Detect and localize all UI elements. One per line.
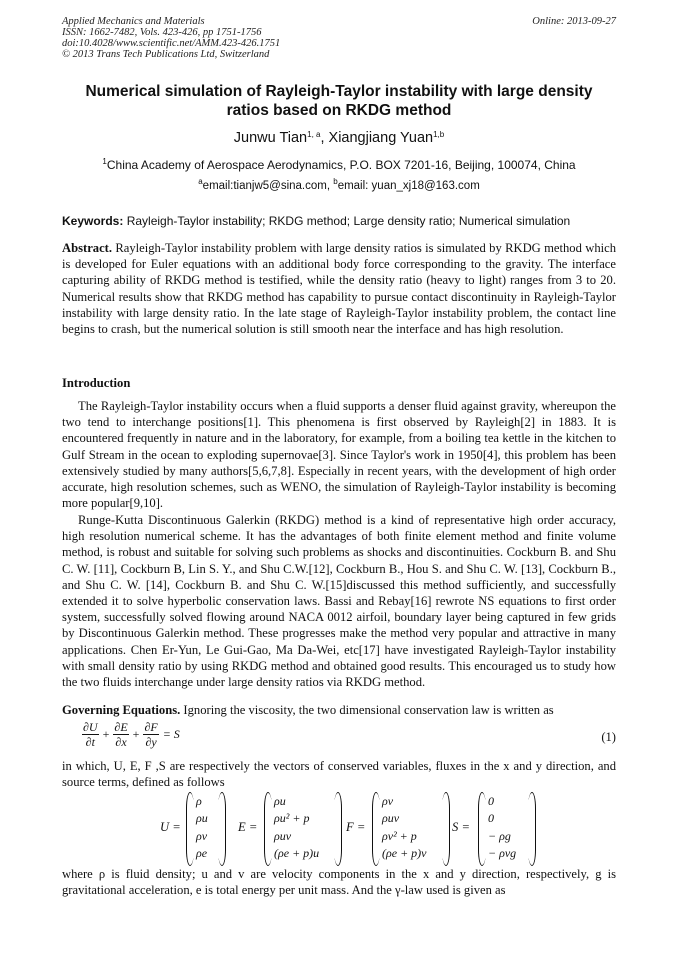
matrix-f [346, 792, 452, 864]
matrix-entry: ρv [196, 829, 208, 843]
keywords-label: Keywords: [62, 214, 124, 228]
matrix-entry: 0 [488, 794, 494, 808]
plus-sign: + [102, 727, 110, 741]
equation-rhs: = S [162, 727, 180, 741]
intro-paragraph: The Rayleigh-Taylor instability occurs when a fluid supports a denser fluid against gravity, whereupon the two tend to interchange positions[1]. This phenomena is first observed by Rayleigh[2] in 1883. It is encountered frequently in nature and in the laboratory, for example, from a boiling tea kettle in the kitchen to Gulf Stream in the ocean to exploding supernovae[3]. Since Taylor's work in 1950[4], this problem has been extensively studied by many authors[5,6,7,8]. Especially in recent years, with the development of high order accurate, high resolution schemes, such as WENO, the simulation of Rayleigh-Taylor instability is becoming more popular[9,10]. [62, 399, 616, 511]
journal-name: Applied Mechanics and Materials [62, 16, 205, 27]
matrix-entry: ρu [196, 811, 208, 825]
online-date: Online: 2013-09-27 [532, 16, 616, 27]
fraction [82, 720, 99, 749]
matrix-label: S = [452, 820, 470, 834]
governing-paragraph [62, 702, 616, 718]
author-name: Xiangjiang Yuan [328, 130, 434, 146]
matrix-label: U = [160, 820, 181, 834]
numerator: ∂E [114, 720, 128, 734]
bracket-left [186, 792, 194, 866]
equation-body [82, 720, 180, 749]
abstract-label: Abstract. [62, 241, 113, 255]
matrix-u [160, 792, 230, 864]
intro-paragraph: Runge-Kutta Discontinuous Galerkin (RKDG) method is a kind of representative high order accuracy, high resolution numerical scheme. It has the advantages of both finite element method and finite volume method, is robust and suitable for solving such problems as shocks and discontinuities. Cockburn B. and Shu C. W. [11], Cockburn B, Lin S. Y., and Shu C.W.[12], Cockburn B., Hou S. and Shu C. W. [13], Cockburn B., and Shu C. W. [14], Cockburn B. and Shu C. W.[15]discussed this method sufficiently, and successfully extended it to solve hyperbolic conservation laws. Bassi and Rebay[16] rewrote NS equations to first order system, successfully solved flowing around NACA 0012 airfoil, boundary layer being captured in few grids by Discontinuous Galerkin method. These progresses make the method very popular and attractive in many applications. Chen Er-Yun, Le Gui-Gao, Ma Da-Wei, etc[17] have investigated Rayleigh-Taylor instability with small density ratio by using RKDG method and obtained good results. This encouraged us to study how the two fluids interchange under large density ratios via RKDG method. [62, 513, 616, 690]
matrix-entry: (ρe + p)u [274, 846, 320, 860]
abstract-text: Rayleigh-Taylor instability problem with large density ratios is simulated by RKDG method which is developed for Euler equations with an additional body force corresponding to the gravity. The interface capturing ability of RKDG method is testified, while the density ratio (heavy to light) ranges from 3 to 20. Numerical results show that RKDG method has capability to pursue contact discontinuity in Rayleigh-Taylor instability with large density ratio. In the late stage of Rayleigh-Taylor instability problem, the contact line begins to crash, but the numerical solution is still smooth near the interface and has high resolution. [62, 241, 616, 337]
affiliation-text: China Academy of Aerospace Aerodynamics, P.O. BOX 7201-16, Beijing, 100074, China [106, 158, 576, 172]
email-line [0, 177, 678, 192]
author-line [0, 130, 678, 146]
email-superscript: a [198, 177, 203, 186]
bracket-left [264, 792, 272, 866]
governing-label: Governing Equations. [62, 703, 181, 717]
author-superscript: 1,b [433, 130, 445, 139]
bracket-left [372, 792, 380, 866]
matrix-entry: − ρvg [488, 846, 517, 860]
closing-paragraph: where ρ is fluid density; u and v are velocity components in the x and y direction, respectively, g is gravitational acceleration, e is total energy per unit mass. And the γ-law used is given as [62, 867, 616, 898]
numerator: ∂F [144, 720, 158, 734]
matrix-entry: ρ [196, 794, 202, 808]
bracket-left [478, 792, 486, 866]
equation-1 [62, 720, 618, 754]
fraction [113, 720, 128, 749]
bracket-right [334, 792, 342, 866]
matrix-entry: ρu [274, 794, 286, 808]
section-heading: Introduction [62, 376, 131, 390]
journal-header [62, 16, 280, 60]
matrix-entry: ρuv [382, 811, 400, 825]
denominator: ∂t [85, 735, 95, 749]
bracket-right [442, 792, 450, 866]
bracket-right [528, 792, 536, 866]
matrix-s [452, 792, 536, 864]
denominator: ∂y [145, 735, 157, 749]
email-text: email: yuan_xj18@163.com [337, 180, 480, 192]
governing-text: Ignoring the viscosity, the two dimensional conservation law is written as [180, 703, 554, 717]
fraction [143, 720, 158, 749]
matrix-entry: 0 [488, 811, 494, 825]
paper-title: Numerical simulation of Rayleigh-Taylor instability with large density ratios based on RKDG method [85, 83, 593, 119]
email-superscript: b [333, 177, 338, 186]
vectors-intro: in which, U, E, F ,S are respectively the vectors of conserved variables, fluxes in the x and y direction, and source terms, defined as follows [62, 759, 616, 790]
matrix-entry: ρuv [274, 829, 292, 843]
author-superscript: 1, a [307, 130, 321, 139]
matrix-e [238, 792, 344, 864]
matrix-entry: (ρe + p)v [382, 846, 427, 860]
equation-number: (1) [601, 730, 616, 744]
matrix-entry: ρe [196, 846, 208, 860]
affiliation [0, 158, 678, 172]
doi-line: doi:10.4028/www.scientific.net/AMM.423-426.1751 [62, 38, 281, 49]
issn-line: ISSN: 1662-7482, Vols. 423-426, pp 1751-1756 [62, 27, 262, 38]
author-separator: , [320, 130, 329, 146]
bracket-right [218, 792, 226, 866]
matrix-label: F = [346, 820, 366, 834]
matrix-entry: − ρg [488, 829, 511, 843]
matrix-label: E = [238, 820, 258, 834]
denominator: ∂x [115, 735, 127, 749]
copyright-line: © 2013 Trans Tech Publications Ltd, Switzerland [62, 49, 270, 60]
author-name: Junwu Tian [233, 130, 308, 146]
matrix-entry: ρv [382, 794, 394, 808]
matrix-entry: ρv² + p [382, 829, 417, 843]
affiliation-superscript: 1 [102, 157, 107, 166]
numerator: ∂U [83, 720, 98, 734]
email-text: email:tianjw5@sina.com, [202, 180, 334, 192]
matrix-entry: ρu² + p [274, 811, 310, 825]
abstract [62, 240, 616, 337]
vector-definitions [62, 792, 618, 864]
keywords [62, 214, 618, 228]
plus-sign: + [132, 727, 140, 741]
keywords-text: Rayleigh-Taylor instability; RKDG method; Large density ratio; Numerical simulation [123, 214, 571, 228]
